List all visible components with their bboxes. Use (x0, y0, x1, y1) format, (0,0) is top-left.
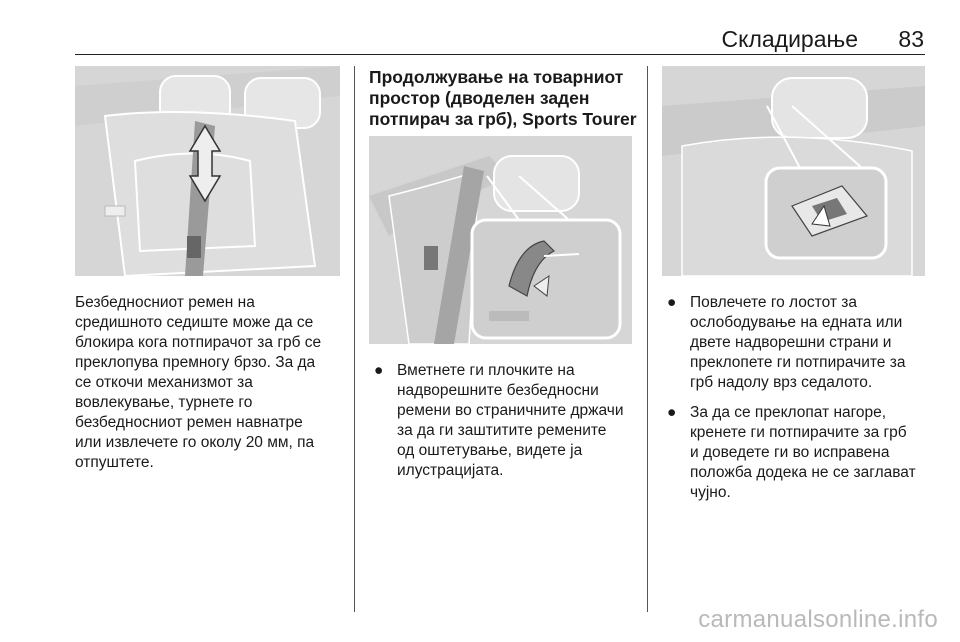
page-number: 83 (898, 26, 924, 52)
list-item (662, 293, 954, 393)
middle-bullets (369, 361, 644, 491)
figure-release-lever (662, 66, 925, 276)
bullet-line: чујно. (690, 484, 731, 501)
bullet-dot: ● (374, 362, 384, 379)
paragraph-line: безбедносниот ремен навнатре (75, 414, 303, 431)
heading-line: потпирач за грб), Sports Tourer (369, 109, 637, 129)
bullet-line: од оштетување, видете ја (397, 442, 583, 459)
paragraph-line: Безбедносниот ремен на (75, 294, 255, 311)
seat-illustration (75, 66, 340, 276)
bullet-line: илустрацијата. (397, 462, 504, 479)
left-paragraph (75, 293, 350, 473)
bullet-line: ремени во страничните држачи (397, 402, 624, 419)
list-item (369, 361, 644, 481)
section-title: Складирање (721, 26, 858, 52)
bullet-line: за да ги заштитите ремените (397, 422, 607, 439)
bullet-line: Повлечете го лостот за (690, 294, 857, 311)
figure-belt-holder (369, 136, 632, 344)
belt-holder-illustration (369, 136, 632, 344)
bullet-line: надворешните безбедносни (397, 382, 599, 399)
column-divider-left (354, 66, 355, 612)
bullet-line: Вметнете ги плочките на (397, 362, 575, 379)
bullet-line: двете надворешни страни и (690, 334, 892, 351)
bullet-line: грб надолу врз седалото. (690, 374, 873, 391)
paragraph-line: се откочи механизмот за (75, 374, 253, 391)
paragraph-line: преклопува премногу брзо. За да (75, 354, 316, 371)
paragraph-line: вовлекување, турнете го (75, 394, 253, 411)
bullet-line: и доведете ги во исправена (690, 444, 890, 461)
heading-line: Продолжување на товарниот (369, 67, 624, 87)
watermark: carmanualsonline.info (698, 606, 938, 633)
list-item (662, 403, 954, 503)
bullet-dot: ● (667, 404, 677, 421)
page-header (0, 0, 960, 60)
bullet-line: кренете ги потпирачите за грб (690, 424, 907, 441)
bullet-line: преклопете ги потпирачите за (690, 354, 906, 371)
bullet-list (662, 293, 954, 503)
bullet-list (369, 361, 644, 481)
bullet-line: положба додека не се заглават (690, 464, 916, 481)
paragraph-line: средишното седиште може да се (75, 314, 314, 331)
paragraph-line: блокира кога потпирачот за грб се (75, 334, 322, 351)
bullet-line: За да се преклопат нагоре, (690, 404, 887, 421)
header-divider (75, 54, 925, 55)
bullet-line: ослободување на едната или (690, 314, 903, 331)
column-divider-right (647, 66, 648, 612)
right-bullets (662, 293, 954, 513)
release-lever-illustration (662, 66, 925, 276)
paragraph-line: отпуштете. (75, 454, 154, 471)
figure-center-seatbelt (75, 66, 340, 276)
bullet-dot: ● (667, 294, 677, 311)
paragraph-line: или извлечете го околу 20 мм, па (75, 434, 315, 451)
heading-line: простор (дводелен заден (369, 88, 590, 108)
section-heading (369, 67, 641, 130)
